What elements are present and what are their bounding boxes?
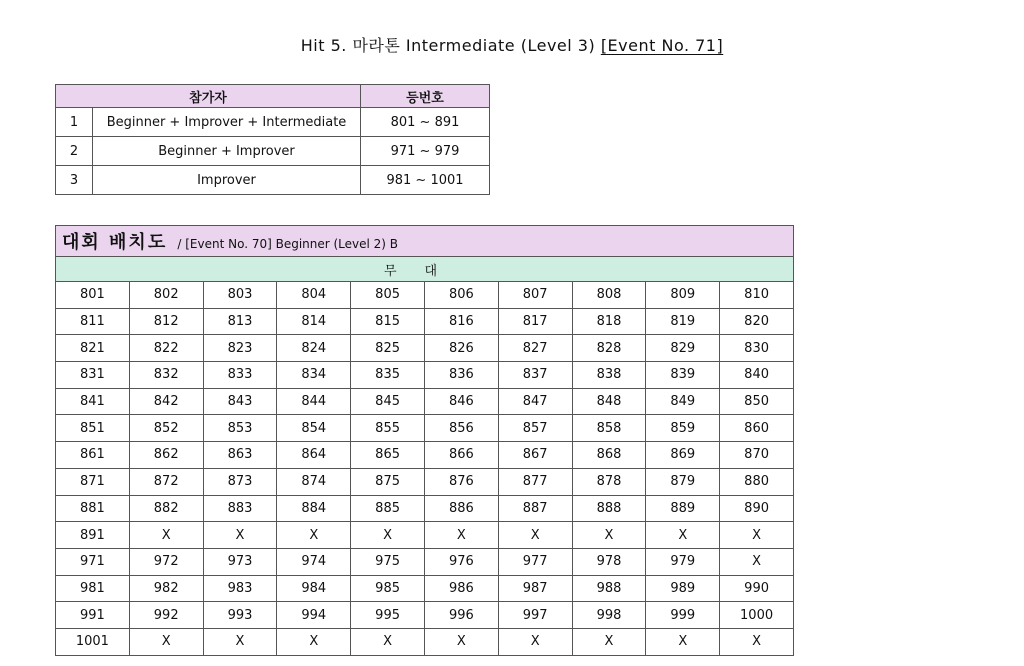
seat-cell: X (351, 628, 425, 655)
participants-row-number: 3 (56, 166, 93, 195)
seat-cell: 830 (720, 335, 794, 362)
seat-cell: 821 (56, 335, 130, 362)
participants-row-group: Beginner + Improver + Intermediate (93, 108, 361, 137)
title-main: Hit 5. 마라톤 Intermediate (Level 3) (300, 36, 596, 55)
seat-row (56, 575, 794, 602)
seat-cell: 978 (572, 548, 646, 575)
seat-cell: 972 (129, 548, 203, 575)
seat-cell: 844 (277, 388, 351, 415)
participants-table (55, 84, 490, 195)
seat-cell: X (720, 522, 794, 549)
seat-cell: X (203, 628, 277, 655)
seating-caption (56, 226, 794, 257)
seat-cell: X (720, 548, 794, 575)
seat-cell: X (203, 522, 277, 549)
seat-row (56, 442, 794, 469)
seating-caption-row (56, 226, 794, 257)
seat-cell: 835 (351, 362, 425, 389)
seat-cell: 817 (498, 308, 572, 335)
seat-cell: X (129, 522, 203, 549)
seat-cell: 883 (203, 495, 277, 522)
seat-cell: 992 (129, 602, 203, 629)
seat-cell: 862 (129, 442, 203, 469)
seat-cell: 847 (498, 388, 572, 415)
seat-cell: 841 (56, 388, 130, 415)
seat-cell: 843 (203, 388, 277, 415)
seat-cell: 825 (351, 335, 425, 362)
seat-cell: 853 (203, 415, 277, 442)
seat-cell: 995 (351, 602, 425, 629)
seat-cell: 865 (351, 442, 425, 469)
seat-cell: 989 (646, 575, 720, 602)
seat-cell: 801 (56, 282, 130, 309)
seat-cell: 823 (203, 335, 277, 362)
seating-caption-main: 대회 배치도 (62, 232, 168, 253)
seat-cell: 997 (498, 602, 572, 629)
seat-cell: 804 (277, 282, 351, 309)
seat-cell: 986 (424, 575, 498, 602)
participants-header-range: 등번호 (361, 85, 490, 108)
seat-cell: 891 (56, 522, 130, 549)
seat-cell: 885 (351, 495, 425, 522)
seat-row (56, 282, 794, 309)
seat-cell: 873 (203, 468, 277, 495)
seat-cell: 886 (424, 495, 498, 522)
seat-cell: X (424, 628, 498, 655)
seat-cell: 855 (351, 415, 425, 442)
seat-cell: 974 (277, 548, 351, 575)
participants-row (56, 137, 490, 166)
seat-cell: 851 (56, 415, 130, 442)
seat-cell: 838 (572, 362, 646, 389)
seat-cell: 810 (720, 282, 794, 309)
seat-cell: X (424, 522, 498, 549)
seat-cell: 814 (277, 308, 351, 335)
seat-cell: 808 (572, 282, 646, 309)
seat-cell: 826 (424, 335, 498, 362)
seat-cell: 831 (56, 362, 130, 389)
participants-row-range: 801 ~ 891 (361, 108, 490, 137)
seat-cell: 840 (720, 362, 794, 389)
seat-cell: 860 (720, 415, 794, 442)
seat-cell: 832 (129, 362, 203, 389)
seat-cell: 818 (572, 308, 646, 335)
seat-row (56, 468, 794, 495)
seat-cell: 981 (56, 575, 130, 602)
seat-cell: 881 (56, 495, 130, 522)
stage-row (56, 257, 794, 282)
seat-cell: 852 (129, 415, 203, 442)
seat-cell: 1001 (56, 628, 130, 655)
seat-row (56, 602, 794, 629)
seat-cell: 846 (424, 388, 498, 415)
seat-cell: 816 (424, 308, 498, 335)
seat-cell: 877 (498, 468, 572, 495)
seat-row (56, 548, 794, 575)
seat-cell: 842 (129, 388, 203, 415)
seat-cell: 890 (720, 495, 794, 522)
seat-cell: 990 (720, 575, 794, 602)
seat-row (56, 335, 794, 362)
stage-label: 무대 (56, 257, 794, 282)
seat-cell: 806 (424, 282, 498, 309)
seat-cell: 869 (646, 442, 720, 469)
seat-cell: 836 (424, 362, 498, 389)
seat-cell: 829 (646, 335, 720, 362)
seat-cell: 991 (56, 602, 130, 629)
seat-cell: X (498, 522, 572, 549)
seat-cell: 971 (56, 548, 130, 575)
seat-cell: 802 (129, 282, 203, 309)
seat-cell: 999 (646, 602, 720, 629)
participants-row-range: 971 ~ 979 (361, 137, 490, 166)
seat-cell: 837 (498, 362, 572, 389)
participants-row-group: Improver (93, 166, 361, 195)
seat-cell: 979 (646, 548, 720, 575)
seat-row (56, 362, 794, 389)
seat-cell: 824 (277, 335, 351, 362)
seat-cell: 828 (572, 335, 646, 362)
seat-cell: 812 (129, 308, 203, 335)
seat-cell: 807 (498, 282, 572, 309)
seat-cell: X (277, 628, 351, 655)
participants-header-group: 참가자 (56, 85, 361, 108)
seating-chart-table (55, 225, 794, 656)
seat-cell: X (720, 628, 794, 655)
participants-row-range: 981 ~ 1001 (361, 166, 490, 195)
seat-cell: 827 (498, 335, 572, 362)
seat-cell: 1000 (720, 602, 794, 629)
seat-cell: 811 (56, 308, 130, 335)
participants-row-number: 1 (56, 108, 93, 137)
seat-cell: 863 (203, 442, 277, 469)
seat-cell: 813 (203, 308, 277, 335)
seat-cell: 872 (129, 468, 203, 495)
seat-cell: 849 (646, 388, 720, 415)
seat-cell: 878 (572, 468, 646, 495)
participants-header-row (56, 85, 490, 108)
seat-cell: 973 (203, 548, 277, 575)
seat-cell: 876 (424, 468, 498, 495)
seat-cell: 998 (572, 602, 646, 629)
seat-cell: 871 (56, 468, 130, 495)
seat-cell: 882 (129, 495, 203, 522)
seat-cell: 888 (572, 495, 646, 522)
seat-cell: X (572, 522, 646, 549)
seat-cell: 868 (572, 442, 646, 469)
seat-cell: 985 (351, 575, 425, 602)
seat-cell: 833 (203, 362, 277, 389)
page-title (0, 33, 1024, 56)
seat-cell: 879 (646, 468, 720, 495)
seat-cell: 834 (277, 362, 351, 389)
participants-row (56, 166, 490, 195)
seat-row (56, 628, 794, 655)
seat-row (56, 415, 794, 442)
seat-cell: 975 (351, 548, 425, 575)
seat-cell: 870 (720, 442, 794, 469)
participants-row-number: 2 (56, 137, 93, 166)
seat-cell: 815 (351, 308, 425, 335)
seat-row (56, 308, 794, 335)
seat-cell: X (572, 628, 646, 655)
seat-cell: 819 (646, 308, 720, 335)
seat-row (56, 495, 794, 522)
seat-cell: 874 (277, 468, 351, 495)
seat-cell: 993 (203, 602, 277, 629)
seat-cell: 875 (351, 468, 425, 495)
seat-cell: 805 (351, 282, 425, 309)
seat-cell: 976 (424, 548, 498, 575)
seat-cell: 889 (646, 495, 720, 522)
title-event-number: [Event No. 71] (600, 36, 724, 55)
seat-cell: 803 (203, 282, 277, 309)
seat-cell: 861 (56, 442, 130, 469)
seat-cell: 983 (203, 575, 277, 602)
seat-cell: 820 (720, 308, 794, 335)
seat-cell: X (129, 628, 203, 655)
seat-cell: 839 (646, 362, 720, 389)
participants-row (56, 108, 490, 137)
seat-cell: 822 (129, 335, 203, 362)
seating-caption-sub: / [Event No. 70] Beginner (Level 2) B (177, 237, 399, 251)
seat-cell: 809 (646, 282, 720, 309)
seat-cell: 866 (424, 442, 498, 469)
seat-cell: X (646, 628, 720, 655)
seat-cell: 996 (424, 602, 498, 629)
seat-cell: X (277, 522, 351, 549)
seat-cell: 857 (498, 415, 572, 442)
seat-cell: X (351, 522, 425, 549)
seat-cell: 982 (129, 575, 203, 602)
seat-row (56, 522, 794, 549)
seat-cell: 984 (277, 575, 351, 602)
seat-cell: 880 (720, 468, 794, 495)
seat-cell: 887 (498, 495, 572, 522)
seat-cell: 864 (277, 442, 351, 469)
seat-cell: 848 (572, 388, 646, 415)
seat-cell: 977 (498, 548, 572, 575)
seat-cell: 994 (277, 602, 351, 629)
seat-cell: 867 (498, 442, 572, 469)
seat-cell: 884 (277, 495, 351, 522)
seat-cell: X (498, 628, 572, 655)
seat-cell: 859 (646, 415, 720, 442)
seat-cell: 845 (351, 388, 425, 415)
seat-row (56, 388, 794, 415)
seat-cell: 987 (498, 575, 572, 602)
seat-cell: 988 (572, 575, 646, 602)
seat-cell: 854 (277, 415, 351, 442)
seat-cell: 858 (572, 415, 646, 442)
participants-row-group: Beginner + Improver (93, 137, 361, 166)
seat-cell: 850 (720, 388, 794, 415)
seat-cell: 856 (424, 415, 498, 442)
seat-cell: X (646, 522, 720, 549)
